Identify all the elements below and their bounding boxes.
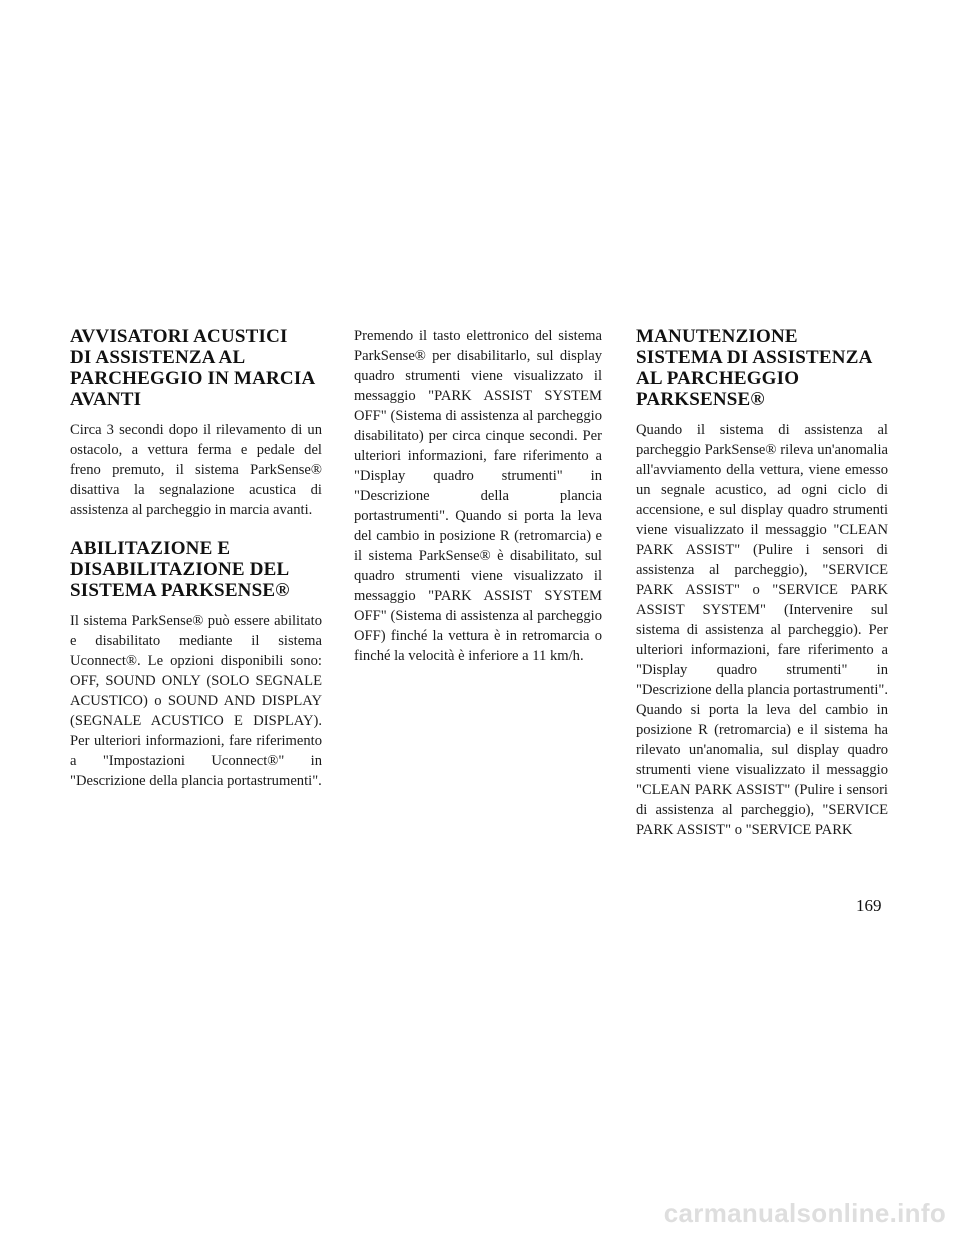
enable-disable-body-continued: Premendo il tasto elettronico del sistema ParkSense® per disabilitarlo, sul display quadro strumenti viene visualizzato il messaggio "PARK ASSIST SYSTEM OFF" (Sistema di assistenza al parcheggio disabilitato) per circa cinque secondi. Per ulteriori informazioni, fare riferimento a "Display quadro strumenti" in "Descrizione della plancia portastrumenti". Quando si porta la leva del cambio in posizione R (retromarcia) e il sistema ParkSense® è disabilitato, sul quadro strumenti viene visualizzato il messaggio "PARK ASSIST SYSTEM OFF" (Sistema di assistenza al parcheggio OFF) finché la vettura è in retromarcia o finché la velocità è inferiore a 11 km/h. [354,328,602,664]
section-title-front-alarms: AVVISATORI ACUSTICI DI ASSISTENZA AL PARCHEGGIO IN MARCIA AVANTI [70,326,316,410]
section-title-enable-disable: ABILITAZIONE E DISABILITAZIONE DEL SISTEMA PARKSENSE® [70,538,290,601]
section-title-maintenance: MANUTENZIONE SISTEMA DI ASSISTENZA AL PARCHEGGIO PARKSENSE® [636,326,873,410]
front-alarms-body: Circa 3 secondi dopo il rilevamento di un ostacolo, a vettura ferma e pedale del freno premuto, il sistema ParkSense® disattiva la segnalazione acustica di assistenza al parcheggio in marcia avanti. [70,422,322,518]
watermark: carmanualsonline.info [663,1198,946,1228]
maintenance-body: Quando il sistema di assistenza al parcheggio ParkSense® rileva un'anomalia all'avviamento della vettura, viene emesso un segnale acustico, ad ogni ciclo di accensione, e sul display quadro strumenti viene visualizzato il messaggio "CLEAN PARK ASSIST" (Pulire i sensori di assistenza al parcheggio), "SERVICE PARK ASSIST" o "SERVICE PARK ASSIST SYSTEM" (Intervenire sul sistema di assistenza al parcheggio). Per ulteriori informazioni, fare riferimento a "Display quadro strumenti" in "Descrizione della plancia portastrumenti". Quando si porta la leva del cambio in posizione R (retromarcia) e il sistema ha rilevato un'anomalia, sul display quadro strumenti viene visualizzato il messaggio "CLEAN PARK ASSIST" (Pulire i sensori di assistenza al parcheggio), "SERVICE PARK ASSIST" o "SERVICE PARK [636,422,888,838]
page-number: 169 [856,896,882,915]
column-middle [354,326,602,666]
enable-disable-body: Il sistema ParkSense® può essere abilitato e disabilitato mediante il sistema Uconnect®. Le opzioni disponibili sono: OFF, SOUND ONLY (SOLO SEGNALE ACUSTICO) o SOUND AND DISPLAY (SEGNALE ACUSTICO E DISPLAY). Per ulteriori informazioni, fare riferimento a "Impostazioni Uconnect®" in "Descrizione della plancia portastrumenti". [70,613,322,789]
column-left [70,326,322,791]
column-right [636,326,888,840]
